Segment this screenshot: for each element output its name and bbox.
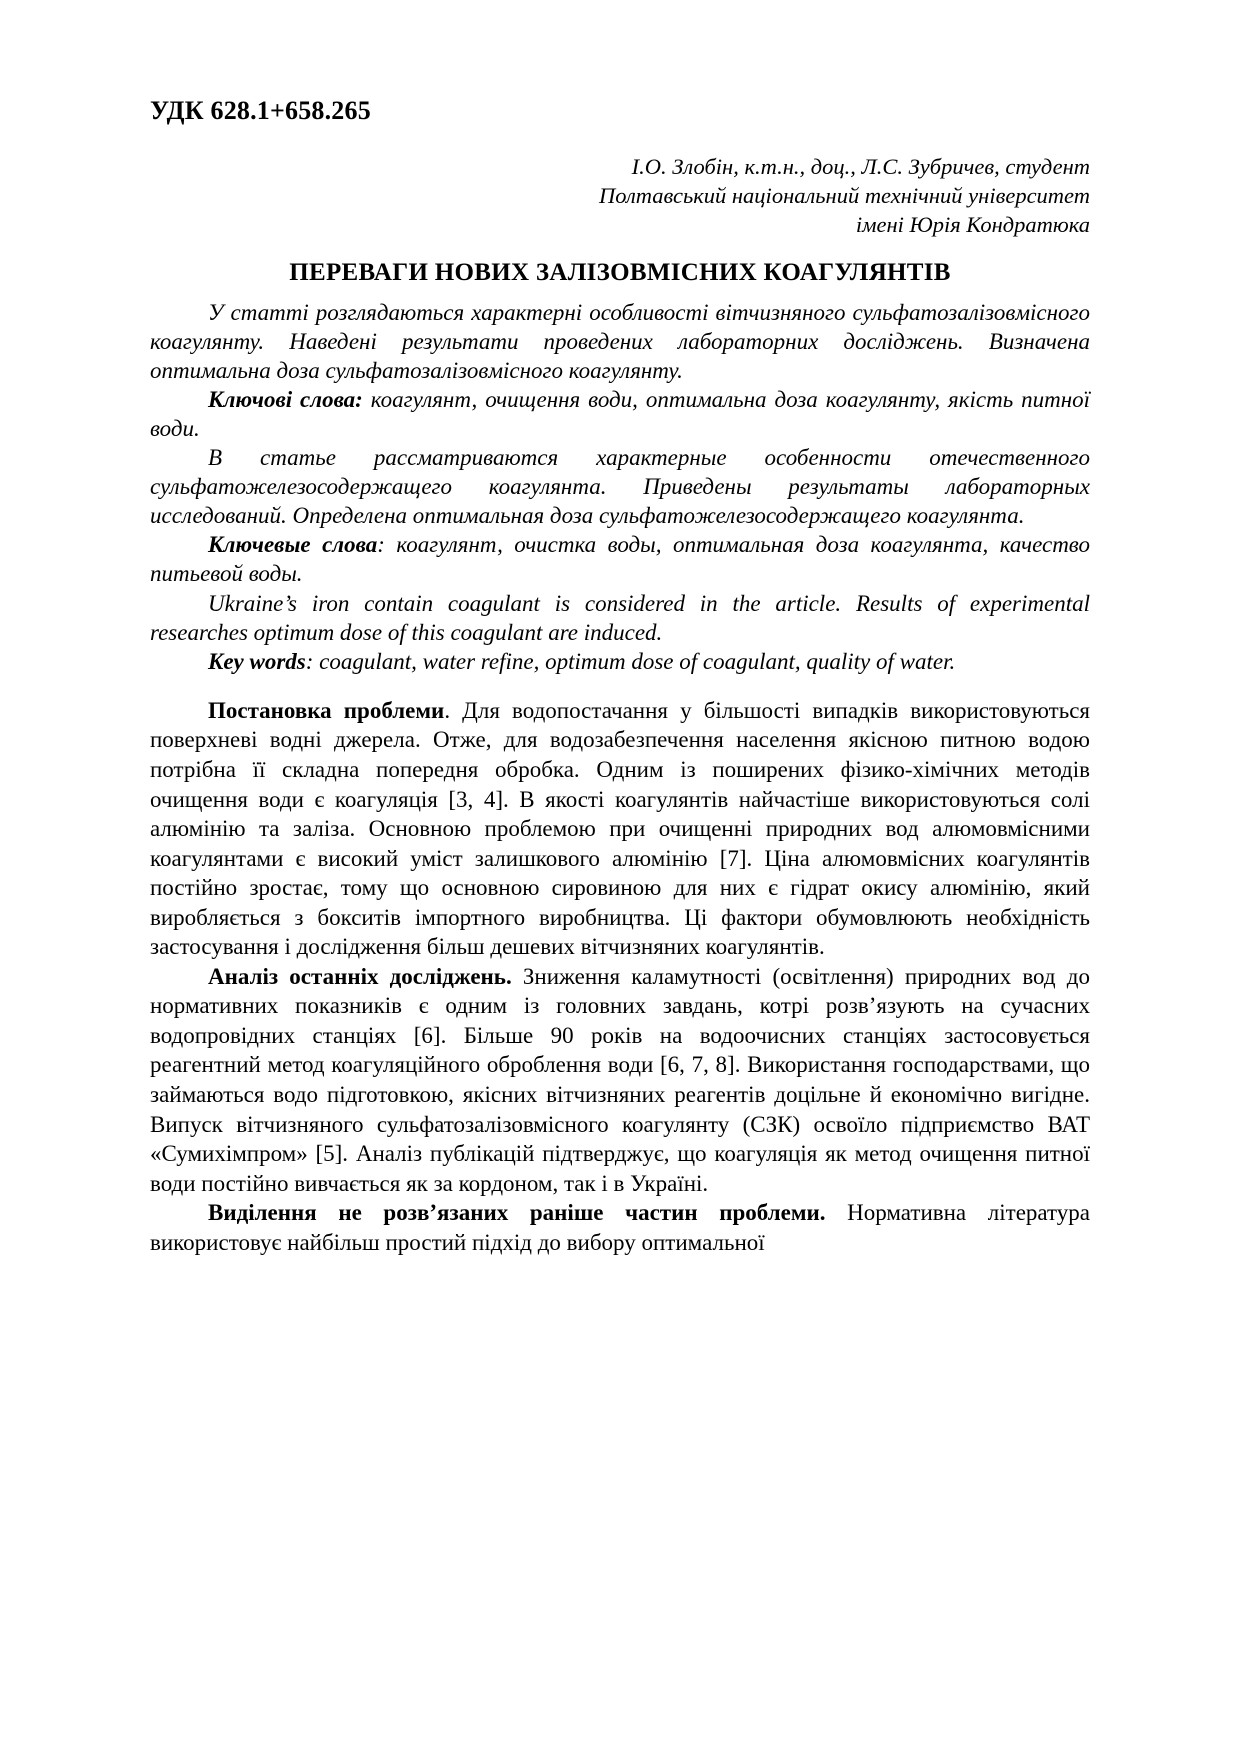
affiliation-line-1: Полтавський національний технічний університет: [599, 183, 1090, 209]
keywords-ukrainian-label: Ключові слова:: [208, 386, 363, 412]
section-heading-tail: .: [444, 697, 451, 723]
section-heading-unsolved-parts: Виділення не розв’язаних раніше частин проблеми.: [208, 1200, 826, 1226]
keywords-russian-colon: :: [377, 532, 385, 558]
author-line: І.О. Злобін, к.т.н., доц., Л.С. Зубричев, студент: [631, 153, 1090, 179]
section-heading-recent-research: Аналіз останніх досліджень.: [208, 963, 512, 989]
abstract-ukrainian: У статті розглядаються характерні особливості вітчизняного сульфатозалізовмісного коагулянту. Наведені результати проведених лабораторних досліджень. Визначена оптимальна доза сульфатозалізовмісного коагулянту.: [150, 299, 1090, 383]
affiliation-line-2: імені Юрія Кондратюка: [855, 212, 1090, 238]
keywords-ukrainian: [150, 385, 1090, 443]
section-unsolved-parts: [150, 1198, 1090, 1257]
keywords-english-label: Key words: [208, 648, 306, 674]
keywords-english-value: coagulant, water refine, optimum dose of coagulant, quality of water.: [313, 648, 956, 674]
udc-code: УДК 628.1+658.265: [150, 96, 371, 125]
keywords-russian-label: Ключевые слова: [208, 532, 378, 558]
section-problem-statement: [150, 696, 1090, 962]
section-body-unsolved-parts: Нормативна література використовує найбільш простий підхід до вибору оптимальної: [150, 1200, 1090, 1255]
page-title: ПЕРЕВАГИ НОВИХ ЗАЛІЗОВМІСНИХ КОАГУЛЯНТІВ: [289, 258, 951, 286]
section-body-problem-statement: Для водопостачання у більшості випадків використовуються поверхневі водні джерела. Отже, для водозабезпечення населення якісною питною водою потрібна її складна попередня обробка. Одним із поширених фізико-хімічних методів очищення води є коагуляція [3, 4]. В якості коагулянтів найчастіше використовуються солі алюмінію та заліза. Основною проблемою при очищенні природних вод алюмовмісними коагулянтами є високий уміст залишкового алюмінію [7]. Ціна алюмовмісних коагулянтів постійно зростає, тому що основною сировиною для них є гідрат окису алюмінію, який виробляється з бокситів імпортного виробництва. Ці фактори обумовлюють необхідність застосування і дослідження більш дешевих вітчизняних коагулянтів.: [150, 697, 1090, 960]
section-body-recent-research: Зниження каламутності (освітлення) природних вод до нормативних показників є одним із головних завдань, котрі розв’язують на сучасних водопровідних станціях [6]. Більше 90 років на водоочисних станціях застосовується реагентний метод коагуляційного оброблення води [6, 7, 8]. Використання господарствами, що займаються водо підготовкою, якісних вітчизняних реагентів доцільне й економічно вигідне. Випуск вітчизняного сульфатозалізовмісного коагулянту (СЗК) освоїло підприємство ВАТ «Сумихімпром» [5]. Аналіз публікацій підтверджує, що коагуляція як метод очищення питної води постійно вивчається як за кордоном, так і в Україні.: [150, 963, 1090, 1196]
section-recent-research: [150, 962, 1090, 1198]
section-heading-problem-statement: Постановка проблеми: [208, 697, 445, 723]
keywords-russian: [150, 530, 1090, 588]
abstract-russian: В статье рассматриваются характерные особенности отечественного сульфатожелезосодержащего коагулянта. Приведены результаты лабораторных исследований. Определена оптимальная доза сульфатожелезосодержащего коагулянта.: [150, 445, 1090, 529]
keywords-english-colon: :: [305, 648, 314, 674]
keywords-english: [150, 647, 1090, 676]
keywords-ukrainian-value: коагулянт, очищення води, оптимальна доза коагулянту, якість питної води.: [150, 386, 1090, 442]
abstract-english: Ukraine’s iron contain coagulant is considered in the article. Results of experimental researches optimum dose of this coagulant are induced.: [150, 590, 1090, 645]
authors-affiliation-block: [150, 152, 1090, 240]
keywords-russian-value: коагулянт, очистка воды, оптимальная доза коагулянта, качество питьевой воды.: [150, 532, 1090, 587]
